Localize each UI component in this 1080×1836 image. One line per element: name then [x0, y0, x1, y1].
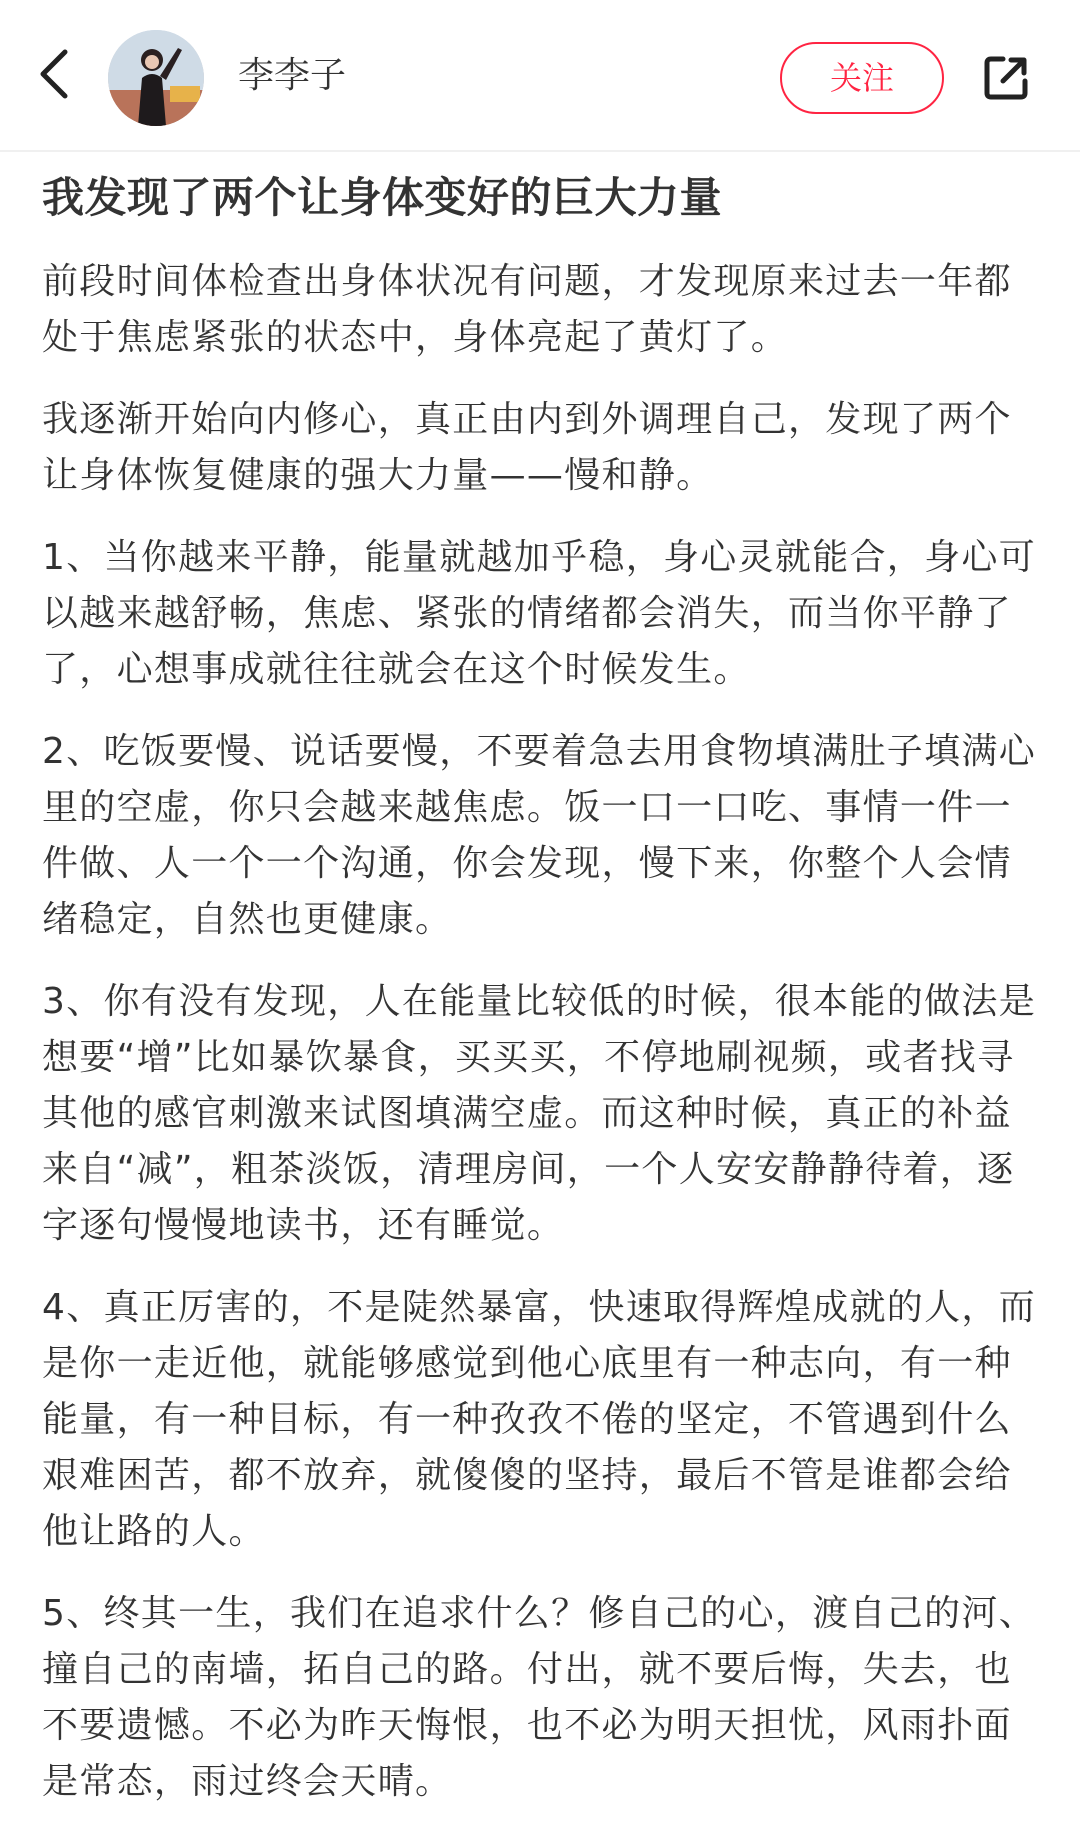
- post-content: [42, 168, 1038, 1836]
- post-paragraph-3: 1、当你越来平静，能量就越加乎稳，身心灵就能合，身心可以越来越舒畅，焦虑、紧张的情绪都会消失，而当你平静了了，心想事成就往往就会在这个时候发生。: [42, 537, 1037, 690]
- avatar-photo-icon: [108, 30, 204, 126]
- post-paragraph-1: 前段时间体检查出身体状况有问题，才发现原来过去一年都处于焦虑紧张的状态中，身体亮起了黄灯了。: [42, 261, 1012, 358]
- post-paragraph-6: 4、真正厉害的，不是陡然暴富，快速取得辉煌成就的人，而是你一走近他，就能够感觉到他心底里有一种志向，有一种能量，有一种目标，有一种孜孜不倦的坚定，不管遇到什么艰难困苦，都不放弃，就傻傻的坚持，最后不管是谁都会给他让路的人。: [42, 1287, 1037, 1552]
- share-button[interactable]: [976, 48, 1036, 108]
- username[interactable]: 李李子: [238, 55, 347, 96]
- post-paragraph-4: 2、吃饭要慢、说话要慢，不要着急去用食物填满肚子填满心里的空虚，你只会越来越焦虑。饭一口一口吃、事情一件一件做、人一个一个沟通，你会发现，慢下来，你整个人会情绪稳定，自然也更健康。: [42, 731, 1037, 940]
- share-icon: [981, 53, 1031, 103]
- post-paragraph-5: 3、你有没有发现，人在能量比较低的时候，很本能的做法是想要“增”比如暴饮暴食，买买买，不停地刷视频，或者找寻其他的感官刺激来试图填满空虚。而这种时候，真正的补益来自“减”，粗茶淡饭，清理房间，一个人安安静静待着，逐字逐句慢慢地读书，还有睡觉。: [42, 981, 1037, 1246]
- top-nav-bar: [0, 0, 1080, 152]
- follow-button[interactable]: 关注: [780, 42, 944, 114]
- avatar[interactable]: [108, 30, 204, 126]
- post-paragraph-7: 5、终其一生，我们在追求什么？修自己的心，渡自己的河、撞自己的南墙，拓自己的路。付出，就不要后悔，失去，也不要遗憾。不必为昨天悔恨，也不必为明天担忧，风雨扑面是常态，雨过终会天晴。: [42, 1593, 1037, 1802]
- chevron-left-icon: [37, 46, 71, 102]
- back-button[interactable]: [30, 42, 78, 106]
- post-title: 我发现了两个让身体变好的巨大力量: [42, 173, 723, 222]
- post-paragraph-2: 我逐渐开始向内修心，真正由内到外调理自己，发现了两个让身体恢复健康的强大力量——慢和静。: [42, 399, 1012, 496]
